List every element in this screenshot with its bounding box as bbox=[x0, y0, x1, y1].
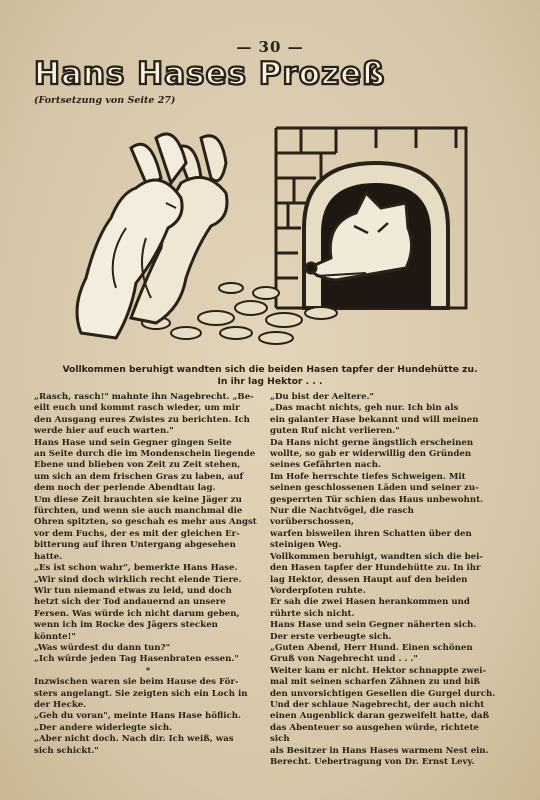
illustration-caption bbox=[40, 364, 500, 388]
text-line: „Geh du voran", meinte Hans Hase höflich. bbox=[34, 711, 241, 722]
text-line: „Es ist schon wahr", bemerkte Hans Hase. bbox=[34, 563, 238, 574]
text-line: „Rasch, rasch!" mahnte ihn Nagebrecht. „Be- bbox=[34, 392, 254, 402]
text-line: Hans Hase und sein Gegner näherten sich. bbox=[270, 620, 477, 631]
text-line: fürchten, und wenn sie auch manchmal die bbox=[34, 506, 243, 517]
caption-line: In ihr lag Hektor . . . bbox=[217, 376, 323, 387]
text-column-right bbox=[270, 392, 498, 768]
text-line: steinigen Weg. bbox=[270, 540, 342, 551]
text-line: dem noch der perlende Abendtau lag. bbox=[34, 483, 216, 494]
text-line: das Abenteuer so ausgehen würde, richtete sich bbox=[270, 722, 479, 745]
text-line: mal mit seinen scharfen Zähnen zu und biß bbox=[270, 677, 481, 688]
text-line: „Das macht nichts, geh nur. Ich bin als bbox=[270, 403, 459, 414]
text-line: Wir tun niemand etwas zu leid, und doch bbox=[34, 585, 232, 596]
text-line: Vollkommen beruhigt, wandten sich die bei- bbox=[270, 551, 483, 562]
text-line: lag Hektor, dessen Haupt auf den beiden bbox=[270, 574, 468, 585]
text-line: wollte, so gab er widerwillig den Gründen bbox=[270, 449, 472, 460]
text-line: Um diese Zeit brauchten sie keine Jäger zu bbox=[34, 494, 242, 505]
text-line: Im Hofe herrschte tiefes Schweigen. Mit bbox=[270, 471, 466, 482]
text-line: „Der andere widerlegte sich. bbox=[34, 722, 173, 733]
text-line: Weiter kam er nicht. Hektor schnappte zwei- bbox=[270, 665, 487, 676]
text-line: sters angelangt. Sie zeigten sich ein Loch in bbox=[34, 688, 248, 699]
text-line: um sich an dem frischen Gras zu laben, auf bbox=[34, 471, 244, 482]
text-line: gesperrten Tür schien das Haus unbewohnt. bbox=[270, 494, 484, 505]
text-line: guten Ruf nicht verlieren." bbox=[270, 426, 400, 437]
text-line: „Aber nicht doch. Nach dir. Ich weiß, was bbox=[34, 734, 234, 745]
text-line: Da Hans nicht gerne ängstlich erscheinen bbox=[270, 437, 474, 448]
caption-line: Vollkommen beruhigt wandten sich die beiden Hasen tapfer der Hundehütte zu. bbox=[62, 364, 478, 375]
text-line: Vorderpfoten ruhte. bbox=[270, 585, 366, 596]
text-line: an Seite durch die im Mondenschein liegende bbox=[34, 449, 256, 460]
text-line: Nur die Nachtvögel, die rasch vorüberschossen, bbox=[270, 506, 414, 528]
text-line: ein galanter Hase bekannt und will meinen bbox=[270, 414, 479, 425]
text-line: hatte. bbox=[34, 551, 63, 562]
text-line: „Was würdest du dann tun?" bbox=[34, 642, 171, 653]
text-line: Inzwischen waren sie beim Hause des För- bbox=[34, 677, 239, 688]
text-line: „Du bist der Aeltere." bbox=[270, 392, 375, 402]
text-line: * bbox=[145, 665, 151, 676]
text-line: seines Gefährten nach. bbox=[270, 460, 381, 471]
text-line: hetzt sich der Tod andauernd an unsere bbox=[34, 597, 226, 608]
text-line: „Guten Abend, Herr Hund. Einen schönen bbox=[270, 642, 473, 653]
continuation-note: (Fortsetzung von Seite 27) bbox=[34, 95, 176, 106]
text-line: der Hecke. bbox=[34, 699, 87, 710]
page-number: — 30 — bbox=[236, 38, 304, 56]
text-line: eilt euch und kommt rasch wieder, um mir bbox=[34, 403, 240, 414]
text-line: sich schickt." bbox=[34, 745, 99, 756]
text-line: werde hier auf euch warten." bbox=[34, 426, 174, 437]
text-line: Und der schlaue Nagebrecht, der auch nicht bbox=[270, 699, 485, 710]
text-line: Hans Hase und sein Gegner gingen Seite bbox=[34, 437, 232, 448]
text-line: wenn ich im Rocke des Jägers stecken könnte!" bbox=[34, 620, 218, 642]
text-line: seinen geschlossenen Läden und seiner zu- bbox=[270, 483, 479, 494]
text-line: den Hasen tapfer der Hundehütte zu. In ihr bbox=[270, 563, 481, 574]
text-line: einen Augenblick daran gezweifelt hatte, daß bbox=[270, 711, 490, 722]
text-line: vor dem Fuchs, der es mit der gleichen Er- bbox=[34, 528, 240, 539]
text-line: Gruß von Nagebrecht und . . ." bbox=[270, 654, 418, 665]
text-line: „Ich würde jeden Tag Hasenbraten essen." bbox=[34, 654, 239, 665]
text-line: den unvorsichtigen Gesellen die Gurgel durch. bbox=[270, 688, 496, 699]
text-line: Fersen. Was würde ich nicht darum geben, bbox=[34, 608, 240, 619]
text-line: warfen bisweilen ihren Schatten über den bbox=[270, 528, 472, 539]
text-line: „Wir sind doch wirklich recht elende Tiere. bbox=[34, 574, 242, 585]
page-title: Hans Hases Prozeß bbox=[34, 56, 386, 92]
text-line: Der erste verbeugte sich. bbox=[270, 631, 392, 642]
text-line: Ebene und blieben von Zeit zu Zeit stehen, bbox=[34, 460, 241, 471]
text-line: Ohren spitzten, so geschah es mehr aus Angst bbox=[34, 517, 257, 528]
text-line: Er sah die zwei Hasen herankommen und bbox=[270, 597, 470, 608]
hares-and-doghouse-illustration bbox=[36, 108, 506, 358]
text-line: bitterung auf ihren Untergang abgesehen bbox=[34, 540, 236, 551]
text-line: den Ausgang eures Zwistes zu berichten. Ich bbox=[34, 414, 250, 425]
text-line: rührte sich nicht. bbox=[270, 608, 355, 619]
text-column-left bbox=[34, 392, 262, 757]
text-line: Berecht. Uebertragung von Dr. Ernst Levy. bbox=[270, 757, 475, 767]
text-line: als Besitzer in Hans Hases warmem Nest ein. bbox=[270, 745, 489, 756]
